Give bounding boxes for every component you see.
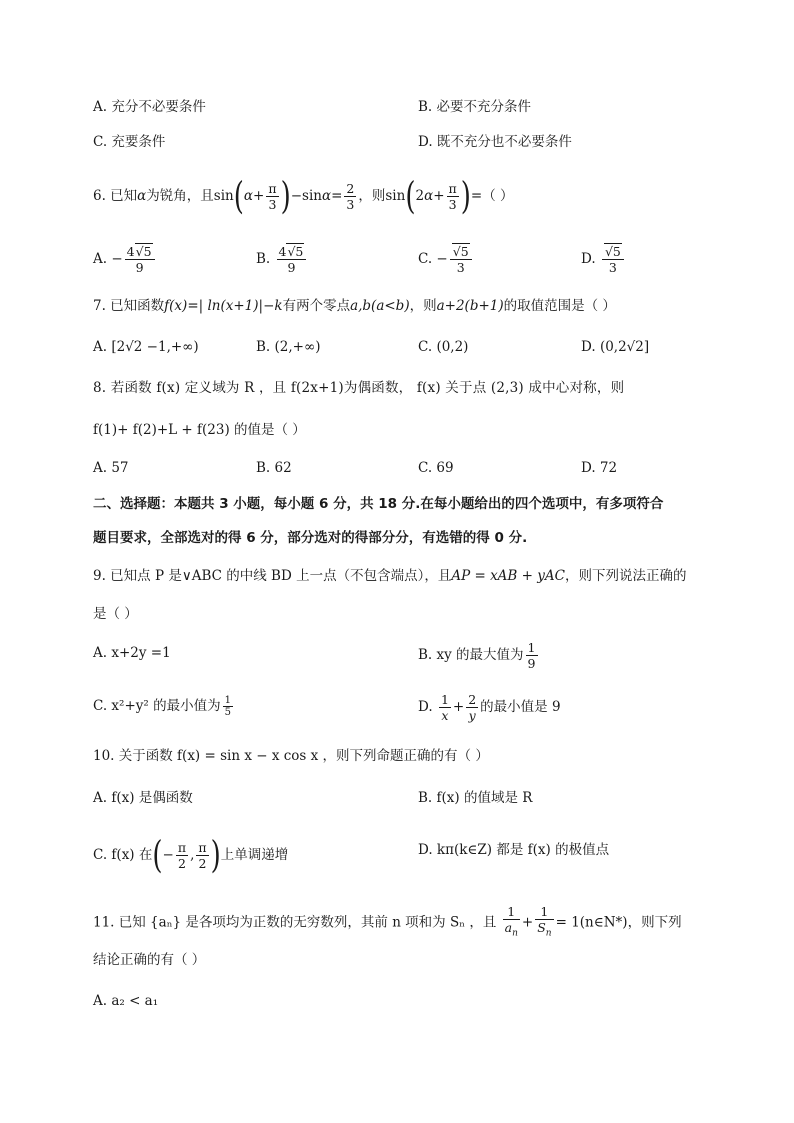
q6-stem: 6. 已知α为锐角，且sin(α+ $\frac{\pi}{3}$ )−sinα= $\frac{2}{3}$ ，则sin(2α+ $\frac{\pi}{3}$ )=（ ） — [93, 174, 514, 219]
q10-option-c: C. f(x) 在(− $\frac{\pi}{2}$ , $\frac{\pi}{2}$ )上单调递增 — [93, 833, 289, 878]
q9-stem-line1: 9. 已知点 P 是∨ABC 的中线 BD 上一点（不包含端点），且AP = xAB + yAC，则下列说法正确的 — [93, 568, 687, 584]
q11-stem-line2: 结论正确的有（ ） — [93, 952, 206, 968]
q8-stem-line2: f(1)+ f(2)+L + f(23) 的值是（ ） — [93, 422, 306, 438]
q7-option-c: C. (0,2) — [418, 339, 469, 355]
q6-option-d: D. $\frac{√5}{3}$ — [581, 244, 626, 275]
q6-option-a: A. − $\frac{4√5}{9}$ — [93, 244, 157, 275]
q7-option-b: B. (2,+∞) — [256, 339, 321, 355]
section2-header-line2: 题目要求，全部选对的得 6 分，部分选对的得部分分，有选错的得 0 分. — [93, 530, 528, 546]
q10-option-b: B. f(x) 的值域是 R — [418, 790, 533, 806]
q5-option-b: B. 必要不充分条件 — [418, 99, 532, 115]
q9-stem-line2: 是（ ） — [93, 606, 138, 622]
q10-stem: 10. 关于函数 f(x) = sin x − x cos x ，则下列命题正确的有（ ） — [93, 748, 489, 764]
q7-stem: 7. 已知函数f(x)=| ln(x+1)|−k有两个零点a,b(a<b)，则a+2(b+1)的取值范围是（ ） — [93, 298, 616, 314]
q10-option-d: D. kπ(k∈Z) 都是 f(x) 的极值点 — [418, 842, 610, 858]
q9-option-d: D. $\frac{1}{x}$ + $\frac{2}{y}$ 的最小值是 9 — [418, 692, 561, 723]
q9-option-c: C. x²+y² 的最小值为 $\frac{1}{5}$ — [93, 695, 231, 718]
q6-option-b: B. $\frac{4√5}{9}$ — [256, 244, 308, 275]
q10-option-a: A. f(x) 是偶函数 — [93, 790, 193, 806]
q8-option-a: A. 57 — [93, 460, 129, 476]
q5-option-d: D. 既不充分也不必要条件 — [418, 134, 572, 150]
q11-option-a: A. a₂ < a₁ — [93, 993, 159, 1009]
q7-option-a: A. [2√2 −1,+∞) — [93, 339, 199, 355]
q8-option-c: C. 69 — [418, 460, 454, 476]
q8-option-b: B. 62 — [256, 460, 292, 476]
q9-option-a: A. x+2y =1 — [93, 645, 171, 661]
q11-stem-line1: 11. 已知 {aₙ} 是各项均为正数的无穷数列，其前 n 项和为 Sₙ ，且 $\frac{1}{a_n}$ + $\frac{1}{S_n}$ = 1(n∈N*)，则下列 — [93, 904, 682, 939]
q5-option-c: C. 充要条件 — [93, 134, 166, 150]
q8-option-d: D. 72 — [581, 460, 618, 476]
section2-header-line1: 二、选择题：本题共 3 小题，每小题 6 分，共 18 分.在每小题给出的四个选项中，有多项符合 — [93, 496, 664, 512]
q8-stem-line1: 8. 若函数 f(x) 定义域为 R ，且 f(2x+1)为偶函数， f(x) 关于点 (2,3) 成中心对称，则 — [93, 380, 625, 396]
q9-option-b: B. xy 的最大值为 $\frac{1}{9}$ — [418, 640, 536, 671]
q7-option-d: D. (0,2√2] — [581, 339, 650, 355]
q5-option-a: A. 充分不必要条件 — [93, 99, 206, 115]
q6-option-c: C. − $\frac{√5}{3}$ — [418, 244, 474, 275]
